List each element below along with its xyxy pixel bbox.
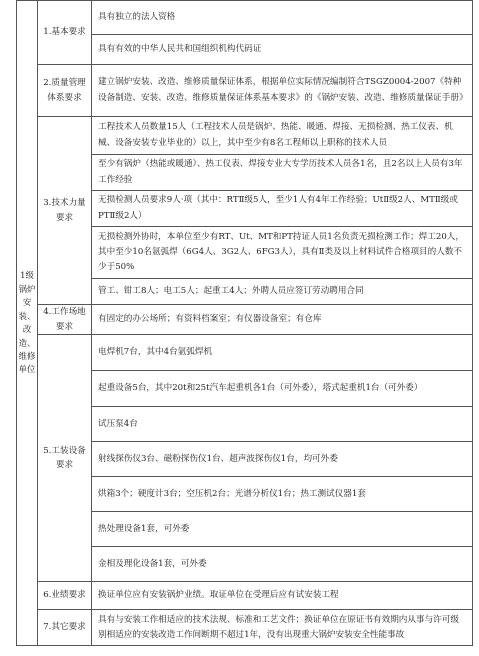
section-title-cell: [38, 65, 92, 117]
section-title: 7.其它要求: [43, 622, 86, 633]
table-row: [17, 610, 473, 646]
requirement-text: 试压泵4台: [98, 418, 138, 429]
section-title-cell: [38, 1, 92, 65]
requirement-text: 无损检测人员要求9人·项（其中：RTⅡ级5人，至少1人有4年工作经验；UtⅡ级2人、MTⅡ级或PTⅡ级2人）: [98, 195, 458, 221]
requirement-cell: [92, 35, 473, 65]
requirement-cell: [92, 117, 473, 155]
section-title-cell: [38, 335, 92, 582]
requirement-text: 无损检测外协时，本单位至少有RT、Ut、MT和PT持证人员1名负责无损检测工作；焊工20人，其中至少10名氩弧焊（6G4人、3G2人、6FG3人），具有Ⅱ类及以上材料试件合格项目的人数不少于50%: [98, 231, 464, 273]
requirement-cell: [92, 407, 473, 442]
section-title: 1.基本要求: [43, 27, 86, 38]
requirement-text: 金相及理化设备1套，可外委: [98, 558, 207, 569]
requirements-table: [16, 0, 473, 646]
requirement-text: 射线探伤仪3台、磁粉探伤仪1台、超声波探伤仪1台，均可外委: [98, 453, 338, 464]
requirement-text: 建立锅炉安装、改造、维修质量保证体系，根据单位实际情况编制符合TSGZ0004-2007《特种设备制造、安装、改造、维修质量保证体系基本要求》的《锅炉安装、改造、维修质量保证手册》: [98, 77, 468, 103]
requirement-text: 具有与安装工作相适应的技术法规、标准和工艺文件；换证单位在原证书有效期内从事与许可级别相适应的安装改造工作间断期不超过1年，没有出现重大锅炉安装安全性能事故: [98, 614, 459, 640]
requirement-cell: [92, 512, 473, 547]
requirement-cell: [92, 547, 473, 582]
table-row: [17, 65, 473, 117]
requirement-cell: [92, 1, 473, 35]
requirement-text: 热处理设备1套，可外委: [98, 523, 190, 534]
requirement-cell: [92, 305, 473, 335]
requirement-text: 具有有效的中华人民共和国组织机构代码证: [98, 43, 262, 54]
requirement-cell: [92, 582, 473, 610]
section-title: 5.工装设备要求: [43, 445, 86, 471]
table-row: [17, 117, 473, 155]
requirement-cell: [92, 610, 473, 646]
requirement-cell: [92, 191, 473, 227]
section-title: 6.业绩要求: [43, 590, 86, 601]
requirement-cell: [92, 227, 473, 279]
section-title-cell: [38, 305, 92, 335]
requirement-cell: [92, 279, 473, 305]
unit-label-cell: [17, 1, 38, 646]
table-row: [17, 335, 473, 371]
section-title: 3.技术力量要求: [43, 197, 86, 223]
requirement-text: 管工、钳工8人；电工5人；起重工4人；外聘人员应签订劳动聘用合同: [98, 285, 364, 296]
requirement-cell: [92, 442, 473, 477]
section-title-cell: [38, 610, 92, 646]
requirement-text: 烘箱3个；硬度计3台；空压机2台；光谱分析仪1台；热工测试仪器1套: [98, 488, 366, 499]
requirement-cell: [92, 155, 473, 191]
section-title: 4.工作场地要求: [43, 307, 86, 332]
requirement-cell: [92, 477, 473, 512]
table-row: [17, 1, 473, 35]
unit-label: 1级锅炉安装、改造、维修单位: [18, 270, 36, 375]
requirement-text: 至少有锅炉（热能或暖通）、热工仪表、焊接专业大专学历技术人员各1名，且2名以上人员有3年工作经验: [98, 159, 463, 185]
requirement-text: 具有独立的法人资格: [98, 11, 176, 22]
table-row: [17, 305, 473, 335]
requirement-text: 起重设备5台，其中20t和25t汽车起重机各1台（可外委），塔式起重机1台（可外委）: [98, 383, 423, 394]
requirement-text: 电焊机7台，其中4台氩弧焊机: [98, 347, 213, 358]
section-title-cell: [38, 582, 92, 610]
requirement-cell: [92, 335, 473, 371]
requirement-cell: [92, 65, 473, 117]
requirement-cell: [92, 371, 473, 407]
requirement-text: 有固定的办公场所；有资料档案室；有仪器设备室；有仓库: [98, 314, 322, 325]
section-title: 2.质量管理体系要求: [43, 77, 86, 103]
section-title-cell: [38, 117, 92, 305]
requirement-text: 换证单位应有安装锅炉业绩。取证单位在受理后应有试安装工程: [98, 590, 339, 601]
table-row: [17, 582, 473, 610]
requirement-text: 工程技术人员数量15人（工程技术人员是锅炉、热能、暖通、焊接、无损检测、热工仪表、机械、设备安装专业毕业的）以上，其中至少有8名工程师以上职称的技术人员: [98, 122, 453, 148]
